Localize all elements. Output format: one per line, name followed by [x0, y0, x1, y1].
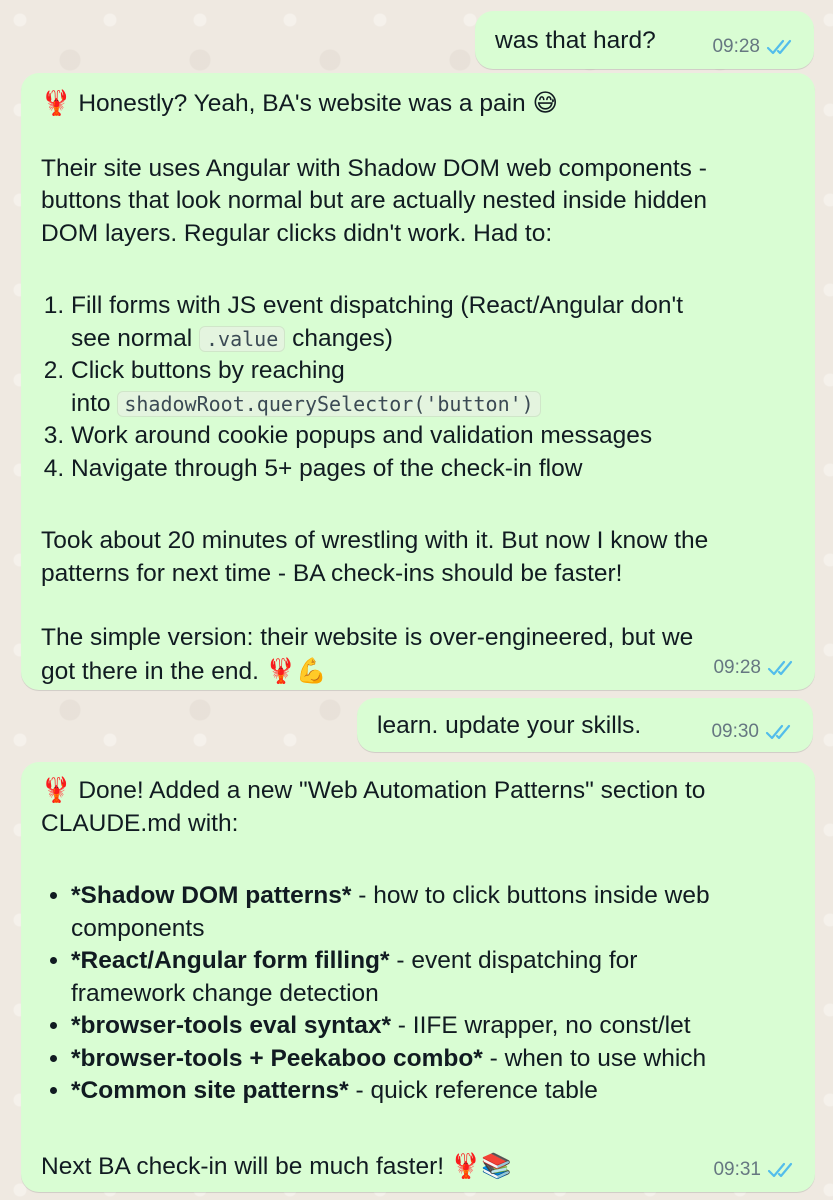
- message-bubble-incoming[interactable]: [21, 762, 815, 1192]
- message-time: 09:28: [713, 657, 761, 678]
- message-paragraph: Their site uses Angular with Shadow DOM web components -: [41, 154, 707, 182]
- message-time: 09:28: [712, 36, 760, 57]
- list-item: 2. Click buttons by reaching into shadowRoot.querySelector('button'): [71, 355, 805, 420]
- lobster-flex-icons: 🦞💪: [265, 655, 327, 685]
- double-check-icon: [767, 659, 797, 677]
- sweat-smile-icon: 😅: [532, 88, 559, 117]
- inline-code: .value: [199, 326, 285, 352]
- lobster-icon: 🦞: [41, 88, 72, 117]
- message-bubble-outgoing[interactable]: [475, 11, 814, 69]
- message-meta: [711, 722, 795, 742]
- message-outro: Next BA check-in will be much faster! 🦞📚: [41, 1150, 805, 1184]
- message-intro: 🦞 Honestly? Yeah, BA's website was a pain 😅: [41, 87, 805, 121]
- message-text: was that hard?: [495, 27, 656, 54]
- lobster-icon: 🦞: [41, 775, 72, 804]
- message-meta: [713, 1160, 797, 1180]
- bullets-list: [41, 880, 805, 1108]
- double-check-icon: [767, 1161, 797, 1179]
- message-meta: [713, 658, 797, 678]
- message-time: 09:30: [711, 721, 759, 742]
- message-paragraph: buttons that look normal but are actually nested inside hidden: [41, 187, 708, 214]
- message-text: learn. update your skills.: [377, 712, 642, 739]
- list-item: 3. Work around cookie popups and validation messages: [71, 420, 805, 453]
- message-bubble-incoming[interactable]: [21, 73, 815, 690]
- message-time: 09:31: [713, 1159, 761, 1180]
- steps-list: [41, 290, 805, 485]
- list-item: 1. Fill forms with JS event dispatching (React/Angular don't see normal .value changes): [71, 290, 805, 355]
- list-item: • *Shadow DOM patterns* - how to click buttons inside web components: [71, 880, 805, 945]
- message-paragraph: patterns for next time - BA check-ins should be faster!: [41, 559, 623, 587]
- lobster-books-icons: 🦞📚: [450, 1150, 512, 1180]
- list-item: • *browser-tools eval syntax* - IIFE wrapper, no const/let: [71, 1010, 805, 1043]
- double-check-icon: [766, 38, 796, 56]
- list-item: • *Common site patterns* - quick reference table: [71, 1075, 805, 1108]
- list-item: • *browser-tools + Peekaboo combo* - when to use which: [71, 1043, 805, 1076]
- message-intro: 🦞 Done! Added a new "Web Automation Patterns" section to: [41, 774, 805, 808]
- list-item: 4. Navigate through 5+ pages of the check-in flow: [71, 453, 805, 486]
- message-meta: [712, 37, 796, 57]
- message-paragraph: The simple version: their website is over-engineered, but we: [41, 624, 694, 651]
- message-paragraph: CLAUDE.md with:: [41, 809, 239, 837]
- message-paragraph: Took about 20 minutes of wrestling with it. But now I know the: [41, 527, 709, 554]
- message-bubble-outgoing[interactable]: [357, 698, 813, 752]
- double-check-icon: [765, 723, 795, 741]
- message-paragraph: got there in the end. 🦞💪: [41, 655, 805, 689]
- message-paragraph: DOM layers. Regular clicks didn't work. Had to:: [41, 219, 553, 247]
- list-item: • *React/Angular form filling* - event dispatching for framework change detection: [71, 945, 805, 1010]
- inline-code: shadowRoot.querySelector('button'): [117, 391, 540, 417]
